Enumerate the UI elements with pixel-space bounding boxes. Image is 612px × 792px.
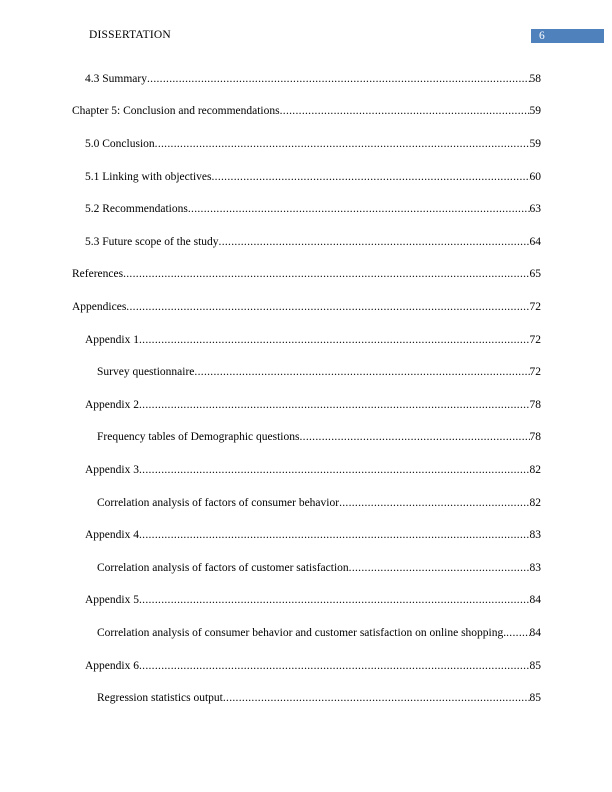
toc-entry-page: 72 [529, 334, 541, 346]
toc-entry-page: 58 [529, 73, 541, 85]
toc-leader-dots [139, 463, 530, 477]
toc-leader-dots [299, 430, 529, 444]
toc-entry-page: 72 [529, 301, 541, 313]
toc-leader-dots [139, 398, 530, 412]
toc-entry-page: 84 [529, 627, 541, 639]
toc-entry[interactable] [97, 430, 541, 444]
toc-leader-dots [349, 561, 530, 575]
toc-entry-page: 83 [529, 562, 541, 574]
toc-entry[interactable] [85, 333, 541, 347]
toc-entry-page: 63 [529, 203, 541, 215]
toc-entry-label: Appendix 6 [85, 660, 139, 672]
toc-entry[interactable] [85, 398, 541, 412]
toc-leader-dots [139, 593, 530, 607]
toc-entry-page: 83 [529, 529, 541, 541]
toc-entry-page: 59 [529, 105, 541, 117]
toc-entry-label: Frequency tables of Demographic questions [97, 431, 300, 443]
toc-entry-label: Survey questionnaire [97, 366, 195, 378]
toc-entry[interactable] [85, 463, 541, 477]
toc-entry-page: 82 [529, 464, 541, 476]
toc-leader-dots [139, 333, 530, 347]
toc-entry-page: 64 [529, 236, 541, 248]
toc-entry-label: Correlation analysis of factors of consumer behavior [97, 497, 340, 509]
toc-leader-dots [147, 72, 530, 86]
toc-entry-label: 4.3 Summary [85, 73, 147, 85]
toc-leader-dots [194, 365, 529, 379]
toc-entry-page: 72 [529, 366, 541, 378]
toc-entry-label: 5.2 Recommendations [85, 203, 188, 215]
toc-entry[interactable] [85, 659, 541, 673]
toc-leader-dots [219, 235, 530, 249]
toc-leader-dots [223, 691, 530, 705]
toc-entry[interactable] [72, 267, 541, 281]
toc-entry-label: Appendices [72, 301, 127, 313]
running-header-title: DISSERTATION [89, 29, 171, 41]
toc-entry[interactable] [97, 561, 541, 575]
toc-entry[interactable] [85, 528, 541, 542]
toc-leader-dots [126, 300, 529, 314]
toc-entry-page: 84 [529, 594, 541, 606]
toc-leader-dots [123, 267, 529, 281]
toc-entry-page: 65 [529, 268, 541, 280]
toc-entry[interactable] [85, 137, 541, 151]
toc-entry-label: Appendix 3 [85, 464, 139, 476]
toc-entry[interactable] [97, 365, 541, 379]
toc-leader-dots [280, 104, 530, 118]
toc-entry-page: 85 [529, 692, 541, 704]
toc-leader-dots [506, 626, 529, 640]
toc-entry-label: Correlation analysis of factors of customer satisfaction [97, 562, 349, 574]
toc-entry-page: 60 [529, 171, 541, 183]
toc-entry-label: Correlation analysis of consumer behavior and customer satisfaction on online shopping. [97, 627, 507, 639]
toc-leader-dots [211, 170, 529, 184]
toc-leader-dots [155, 137, 530, 151]
toc-entry[interactable] [97, 496, 541, 510]
toc-entry[interactable] [85, 202, 541, 216]
toc-entry[interactable] [97, 691, 541, 705]
toc-entry-label: References [72, 268, 124, 280]
toc-leader-dots [339, 496, 529, 510]
toc-leader-dots [139, 528, 530, 542]
toc-entry-label: Appendix 5 [85, 594, 139, 606]
toc-entry-label: Appendix 4 [85, 529, 139, 541]
toc-entry-page: 85 [529, 660, 541, 672]
toc-entry-label: 5.1 Linking with objectives [85, 171, 212, 183]
toc-entry-label: Appendix 1 [85, 334, 139, 346]
toc-entry-page: 78 [529, 431, 541, 443]
toc-leader-dots [139, 659, 530, 673]
toc-entry-page: 59 [529, 138, 541, 150]
toc-entry-page: 78 [529, 399, 541, 411]
toc-entry[interactable] [85, 235, 541, 249]
toc-entry[interactable] [85, 170, 541, 184]
toc-entry-label: Appendix 2 [85, 399, 139, 411]
toc-entry-label: 5.3 Future scope of the study [85, 236, 219, 248]
toc-entry-label: 5.0 Conclusion [85, 138, 155, 150]
toc-entry[interactable] [72, 104, 541, 118]
toc-entry-page: 82 [529, 497, 541, 509]
toc-entry-label: Regression statistics output [97, 692, 223, 704]
page-number-box [531, 29, 604, 43]
toc-entry[interactable] [85, 72, 541, 86]
toc-entry[interactable] [97, 626, 541, 640]
page-number: 6 [539, 30, 545, 42]
toc-entry[interactable] [85, 593, 541, 607]
toc-entry[interactable] [72, 300, 541, 314]
toc-leader-dots [188, 202, 530, 216]
toc-entry-label: Chapter 5: Conclusion and recommendations [72, 105, 280, 117]
